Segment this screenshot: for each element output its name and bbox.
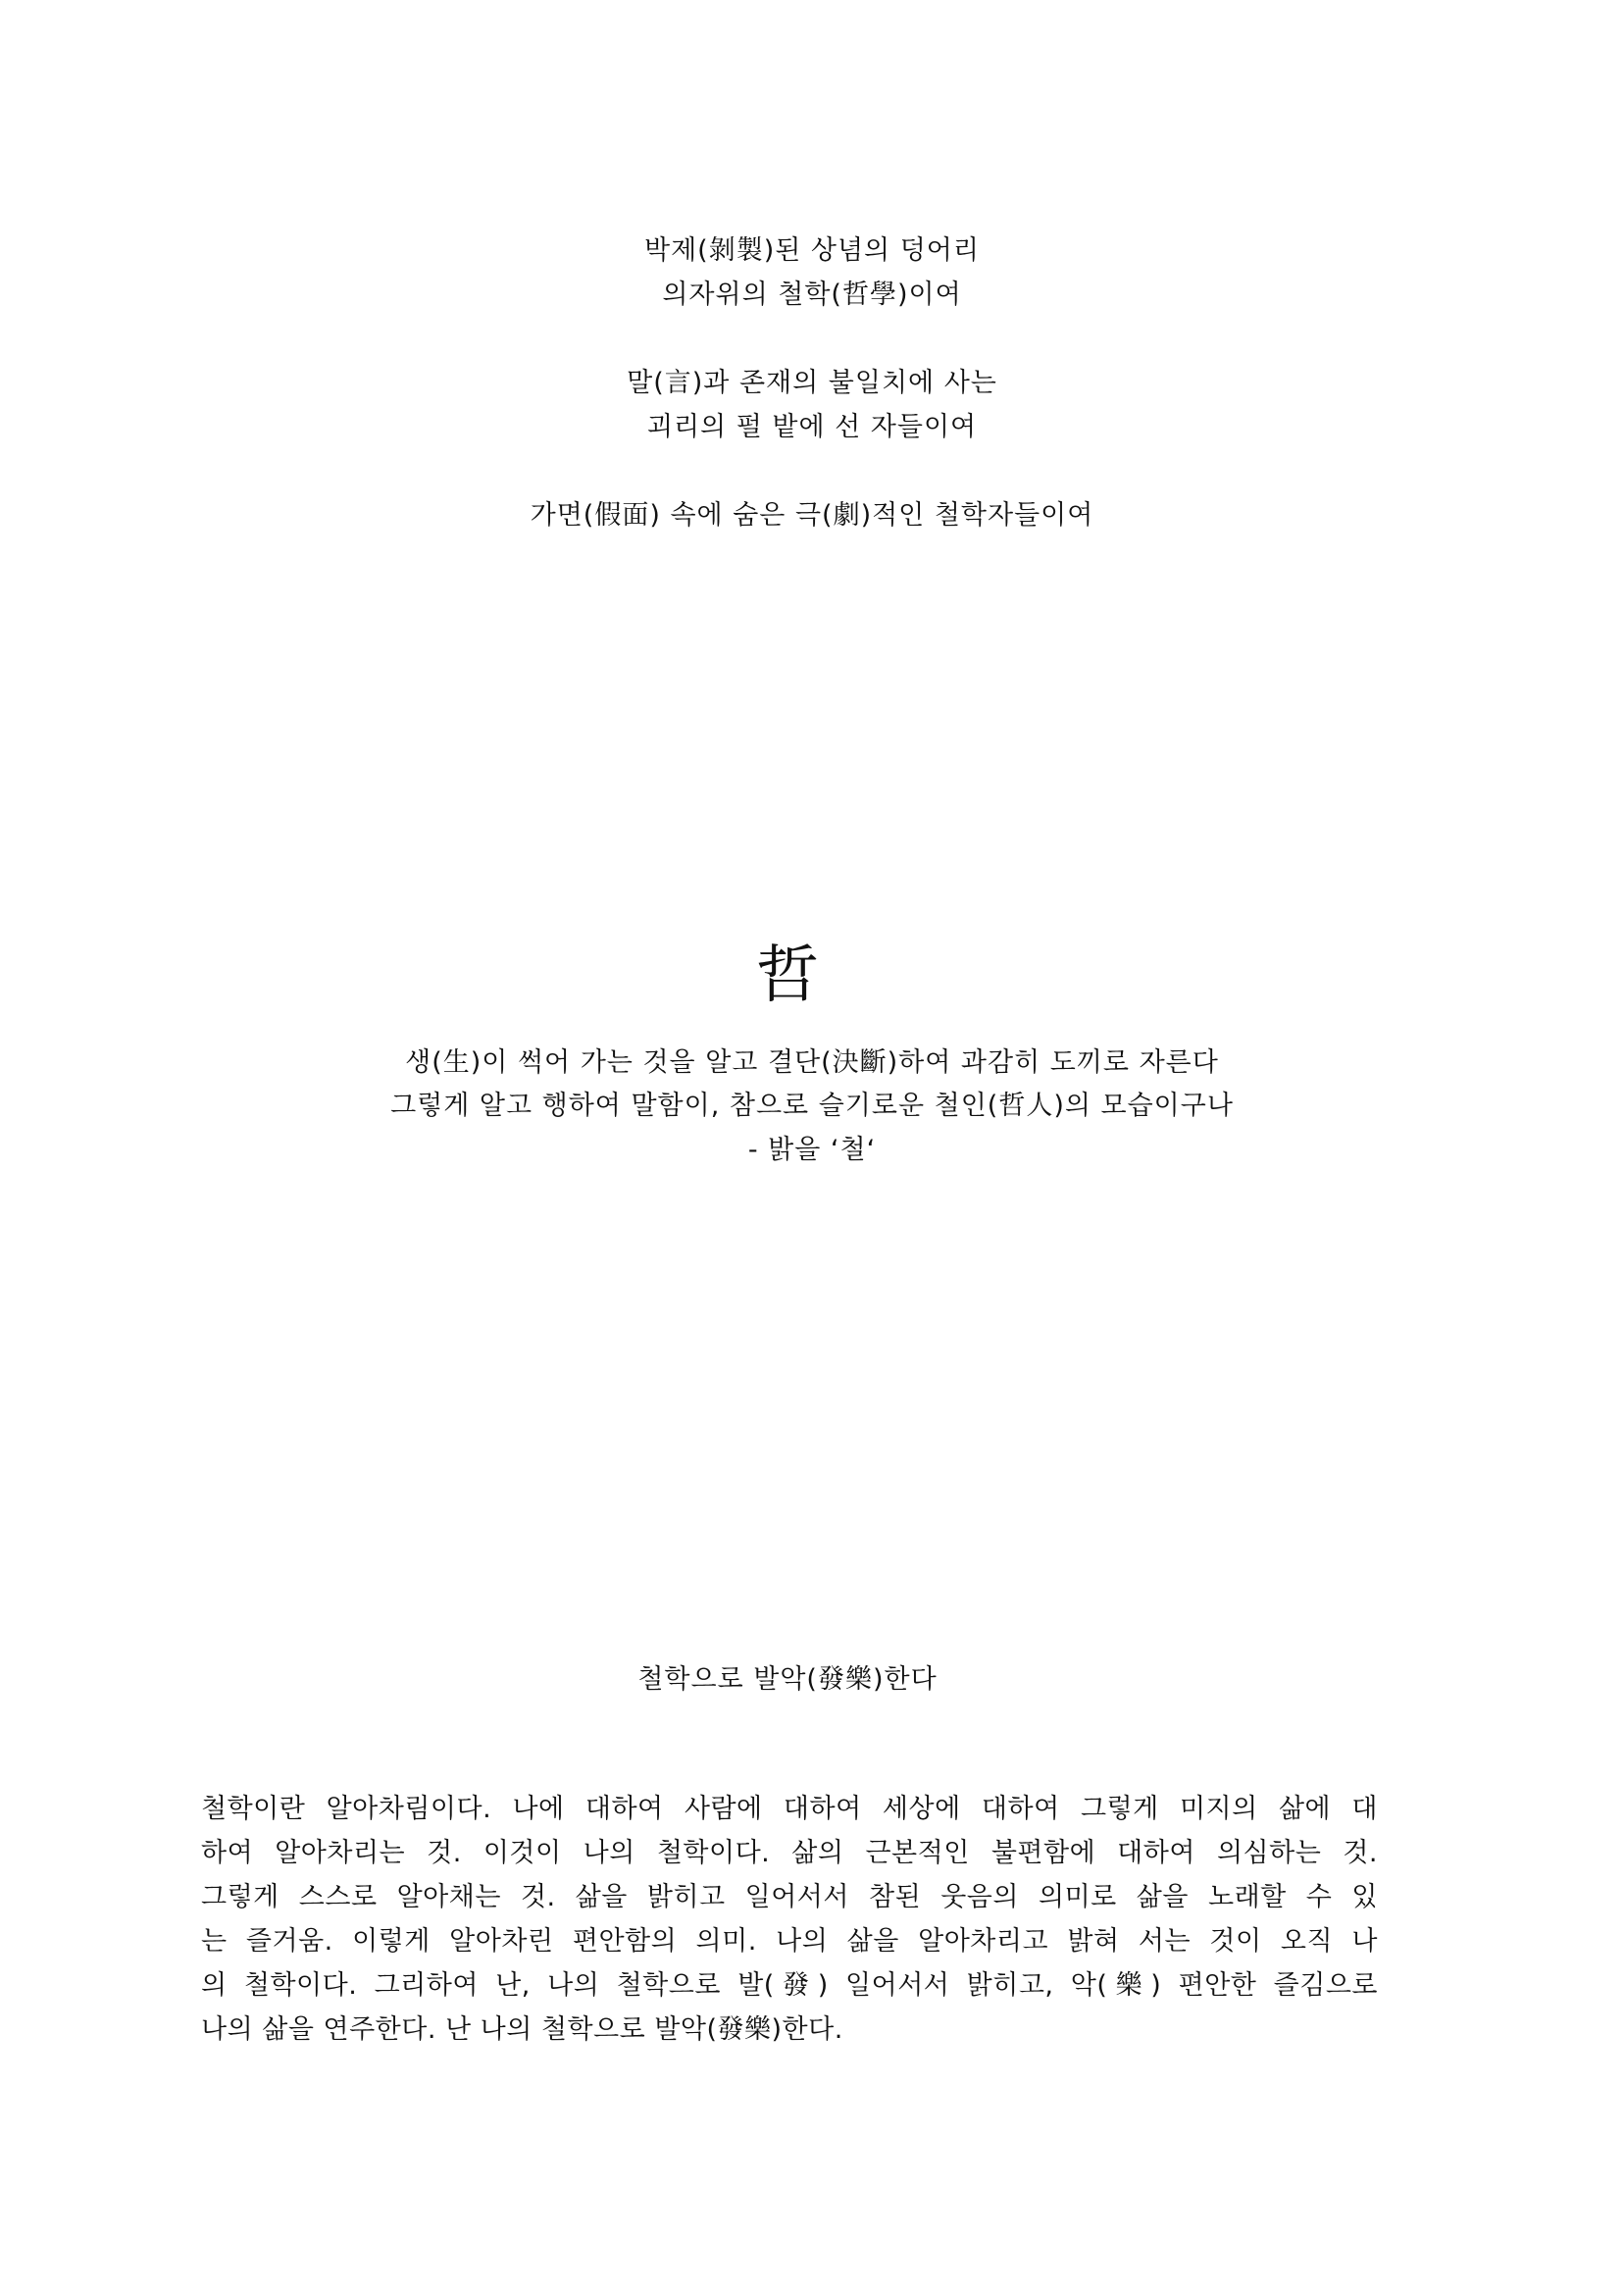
poem-stanza2-line1: 말(言)과 존재의 불일치에 사는 [627, 368, 997, 398]
poem-stanza2-line2: 괴리의 펄 밭에 선 자들이여 [646, 412, 978, 442]
essay-line: 그렇게 스스로 알아채는 것. 삶을 밝히고 일어서서 참된 웃음의 의미로 삶을 노래할 수 있 [201, 1882, 1378, 1912]
hanja-title: 哲 [756, 940, 819, 1012]
essay-line: 의 철학이다. 그리하여 난, 나의 철학으로 발(發) 일어서서 밝히고, 악(樂) 편안한 즐김으로 [201, 1970, 1378, 2001]
poem-stanza1-line1: 박제(剝製)된 상념의 덩어리 [644, 235, 980, 266]
essay-line: 나의 삶을 연주한다. 난 나의 철학으로 발악(發樂)한다. [201, 2014, 843, 2045]
poem-stanza3-line1: 가면(假面) 속에 숨은 극(劇)적인 철학자들이여 [530, 500, 1094, 531]
hanja-explanation-line1: 생(生)이 썩어 가는 것을 알고 결단(決斷)하여 과감히 도끼로 자른다 [405, 1047, 1219, 1078]
essay-line: 철학이란 알아차림이다. 나에 대하여 사람에 대하여 세상에 대하여 그렇게 미지의 삶에 대 [201, 1794, 1378, 1824]
essay-title: 철학으로 발악(發樂)한다 [637, 1664, 938, 1695]
hanja-explanation-line2: 그렇게 알고 행하여 말함이, 참으로 슬기로운 철인(哲人)의 모습이구나 [390, 1091, 1234, 1121]
poem-stanza1-line2: 의자위의 철학(哲學)이여 [662, 280, 962, 310]
essay-line: 는 즐거움. 이렇게 알아차린 편안함의 의미. 나의 삶을 알아차리고 밝혀 서는 것이 오직 나 [201, 1926, 1378, 1957]
essay-line: 하여 알아차리는 것. 이것이 나의 철학이다. 삶의 근본적인 불편함에 대하여 의심하는 것. [201, 1838, 1378, 1868]
hanja-meaning: - 밝을 ‘철‘ [747, 1135, 877, 1165]
